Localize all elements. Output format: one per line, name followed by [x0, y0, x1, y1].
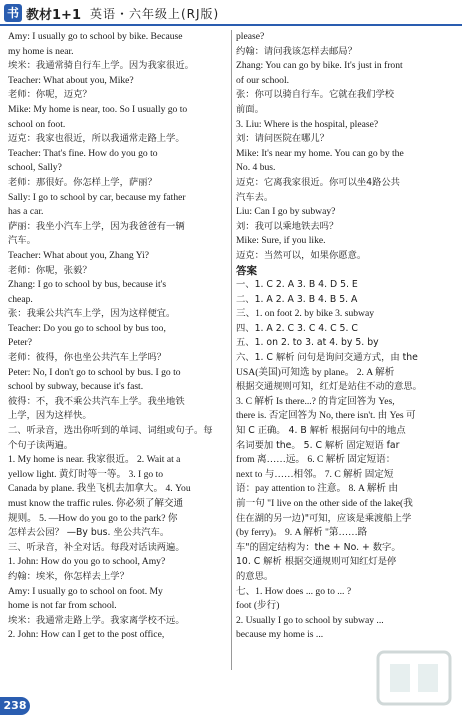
book-logo [4, 3, 81, 23]
text-line: 1. My home is near. 我家很近。 2. Wait at a [8, 454, 181, 466]
text-line: 上学，因为这样快。 [8, 410, 92, 422]
book-series-title: 教材1+1 [26, 7, 81, 23]
text-line: Mike: It's near my home. You can go by the [236, 147, 404, 159]
text-line: 怎样去公园？ —By bus. 坐公共汽车。 [8, 527, 170, 539]
text-line: Canada by plane. 我坐飞机去加拿大。 4. You [8, 483, 191, 495]
text-line: 老师：那很好。你怎样上学，萨丽？ [8, 176, 157, 188]
text-line: (by ferry)。 9. A 解析 "第……路 [236, 527, 368, 539]
text-line: 个句子读两遍。 [8, 439, 74, 451]
text-line: 汽车。 [8, 235, 36, 247]
text-line: 老师：你呢，迈克？ [8, 89, 92, 101]
text-line: next to 与……相邻。 7. C 解析 固定短 [236, 468, 394, 480]
text-line: Peter: No, I don't go to school by bus. I go to [8, 366, 181, 378]
text-line: Mike: Sure, if you like. [236, 235, 326, 247]
text-line: 前一句 "I live on the other side of the lake(我 [236, 498, 413, 509]
right-column [236, 30, 456, 643]
text-line: school on foot. [8, 118, 66, 130]
text-line: cheap. [8, 293, 33, 305]
text-line: 四、1. A 2. C 3. C 4. C 5. C [236, 322, 358, 334]
text-line: Amy: I usually go to school on foot. My [8, 585, 163, 597]
text-line: 迈克：它离我家很近。你可以坐4路公共 [236, 176, 400, 188]
text-line: 埃米：我通常骑自行车上学。因为我家很近。 [8, 60, 194, 72]
text-line: 知 C 正确。 4. B 解析 根据问句中的地点 [236, 425, 406, 437]
column-divider [231, 30, 232, 670]
text-line: 埃米：我通常走路上学。我家离学校不远。 [8, 614, 185, 626]
text-line: Teacher: What about you, Zhang Yi? [8, 249, 150, 261]
text-line: 名词要加 the。 5. C 解析 固定短语 far [236, 439, 400, 451]
text-line: 老师：你呢，张毅？ [8, 264, 92, 276]
text-line: Amy: I usually go to school by bike. Because [8, 31, 183, 42]
text-line: 答案 [236, 264, 257, 277]
text-line: 2. Usually I go to school by subway ... [236, 614, 384, 626]
text-line: 语：pay attention to 注意。 8. A 解析 由 [236, 483, 399, 495]
text-line: foot (步行) [236, 600, 280, 612]
text-line: 二、听录音，选出你听到的单词、词组或句子。每 [8, 425, 213, 437]
text-line: Teacher: What about you, Mike? [8, 74, 134, 86]
text-line: 10. C 解析 根据交通规则可知红灯是停 [236, 556, 397, 568]
text-line: 张：你可以骑自行车。它就在我们学校 [236, 89, 395, 101]
left-column [8, 30, 228, 643]
header-rule [0, 24, 462, 26]
text-line: 车"的固定结构为：the + No. + 数字。 [236, 541, 401, 553]
text-line: my home is near. [8, 45, 74, 57]
text-line: of our school. [236, 74, 290, 86]
text-line: 刘：我可以乘地铁去吗？ [236, 220, 339, 232]
page-number: 238 [0, 697, 30, 715]
text-line: school, Sally? [8, 162, 62, 174]
text-line: 汽车去。 [236, 191, 274, 203]
text-line: yellow light. 黄灯时等一等。 3. I go to [8, 468, 164, 480]
text-line: 萨丽：我坐小汽车上学，因为我爸爸有一辆 [8, 220, 185, 232]
text-line: 的意思。 [236, 570, 274, 582]
text-line: Liu: Can I go by subway? [236, 206, 336, 218]
text-line: there is. 否定回答为 No, there isn't. 由 Yes 可 [236, 410, 416, 422]
text-line: 3. Liu: Where is the hospital, please? [236, 118, 379, 130]
subject-grade-label: 英语・六年级上(RJ版) [90, 7, 220, 21]
text-line: 二、1. A 2. A 3. B 4. B 5. A [236, 293, 358, 305]
text-line: Zhang: I go to school by bus, because it's [8, 279, 167, 291]
text-line: home is not far from school. [8, 600, 117, 612]
text-line: 张：我乘公共汽车上学，因为这样便宜。 [8, 308, 176, 320]
text-line: 三、听录音，补全对话。每段对话读两遍。 [8, 541, 185, 553]
page-header [0, 0, 462, 26]
text-line: 迈克：当然可以，如果你愿意。 [236, 249, 367, 261]
text-line: Teacher: That's fine. How do you go to [8, 147, 158, 159]
text-line: 刘：请问医院在哪儿？ [236, 133, 329, 145]
text-line: 七、1. How does ... go to ... ? [236, 585, 352, 597]
text-line: 五、1. on 2. to 3. at 4. by 5. by [236, 337, 379, 349]
text-line: Zhang: You can go by bike. It's just in front [236, 60, 403, 72]
text-line: Peter? [8, 337, 32, 349]
text-line: Mike: My home is near, too. So I usually go to [8, 103, 188, 115]
text-line: 根据交通规则可知，红灯是站住不动的意思。 [236, 381, 422, 393]
text-line: because my home is ... [236, 629, 324, 641]
text-line: 约翰：请问我该怎样去邮局？ [236, 45, 357, 57]
text-line: 一、1. C 2. A 3. B 4. D 5. E [236, 279, 358, 291]
watermark-icon [372, 646, 456, 710]
text-line: has a car. [8, 206, 44, 218]
text-line: No. 4 bus. [236, 162, 276, 174]
text-line: must know the traffic rules. 你必须了解交通 [8, 498, 184, 509]
text-line: 三、1. on foot 2. by bike 3. subway [236, 308, 375, 320]
text-line: 六、1. C 解析 问句是询问交通方式，由 the [236, 352, 418, 364]
book-logo-icon: 书 [4, 4, 22, 22]
text-line: Teacher: Do you go to school by bus too, [8, 322, 166, 334]
text-line: 迈克：我家也很近，所以我通常走路上学。 [8, 133, 185, 145]
text-line: 老师：彼得，你也坐公共汽车上学吗？ [8, 352, 167, 364]
text-line: please? [236, 31, 265, 42]
text-line: 2. John: How can I get to the post office, [8, 629, 165, 641]
text-line: 约翰：埃米，你怎样去上学？ [8, 570, 129, 582]
text-line: 彼得：不，我不乘公共汽车上学。我坐地铁 [8, 395, 185, 407]
text-line: Sally: I go to school by car, because my father [8, 191, 186, 203]
text-line: 住在湖的另一边)"可知，应该是乘渡船上学 [236, 512, 412, 524]
text-line: USA(美国)可知选 by plane。 2. A 解析 [236, 366, 395, 378]
text-line: school by subway, because it's fast. [8, 381, 144, 393]
text-line: 前面。 [236, 103, 264, 115]
text-line: from 离……远。 6. C 解析 固定短语： [236, 454, 396, 466]
text-line: 1. John: How do you go to school, Amy? [8, 556, 166, 568]
text-line: 3. C 解析 Is there...? 的肯定回答为 Yes, [236, 395, 395, 407]
text-line: 规则。 5. —How do you go to the park? 你 [8, 512, 178, 524]
